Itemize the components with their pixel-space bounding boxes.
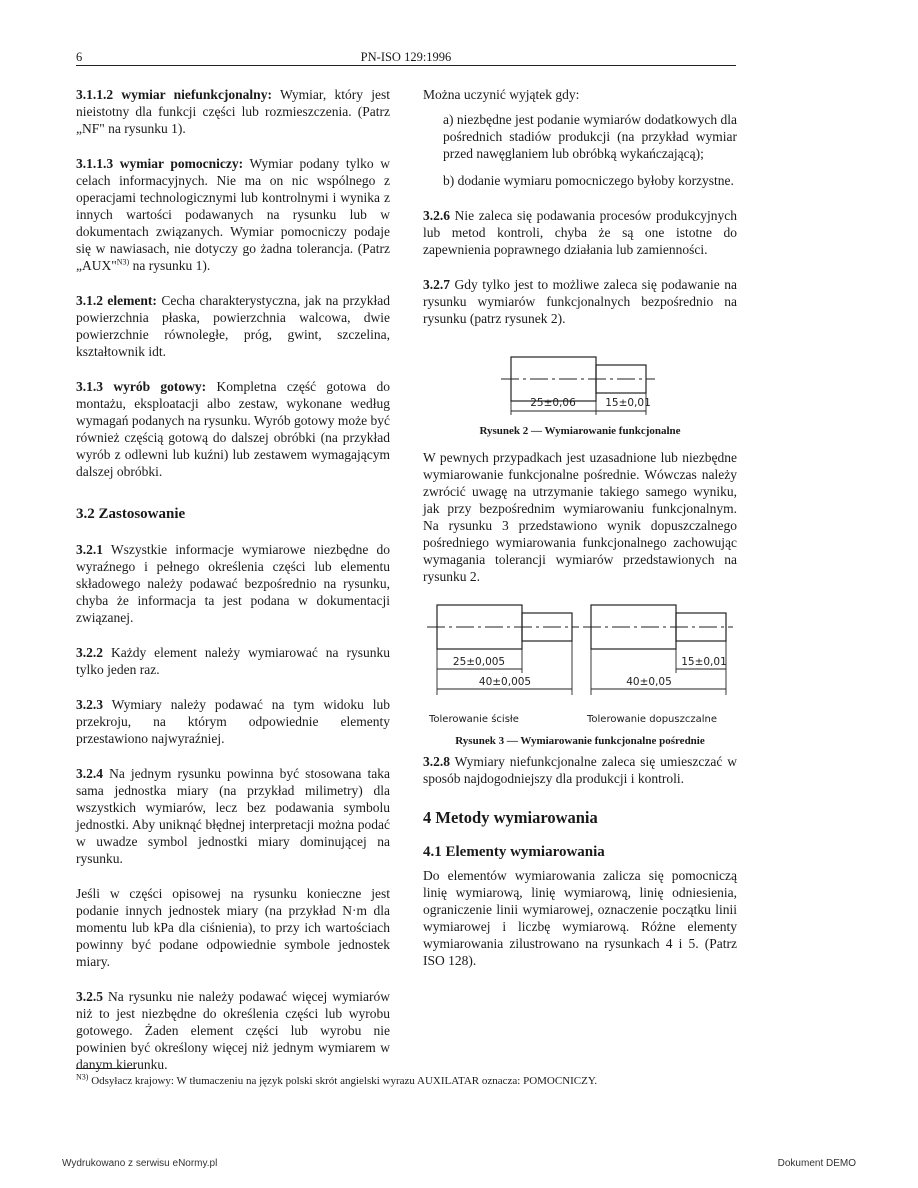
clause-4-1-text: Do elementów wymiarowania zalicza się pomocniczą linię wymiarową, linię wymiarową, linię odniesienia, ograniczenie linii wymiarowej, oznaczenie początku linii wymiarowej i liczbę wymiarową. Różne elementy wymiarowania zilustrowano na rysunkach 4 i 5. (Patrz ISO 128). [423,868,737,968]
page-header [76,50,736,66]
fig3-dim-b2: 40±0,05 [626,676,672,688]
fig3-dim-a2: 40±0,005 [478,676,532,688]
fig2-dim-1: 25±0,06 [530,397,576,409]
figure-3 [423,599,737,747]
right-column [423,86,737,987]
figure-3-caption: Rysunek 3 — Wymiarowanie funkcjonalne pośrednie [455,735,705,747]
page-number: 6 [76,50,83,64]
clause-3-1-1-3: 3.1.1.3 wymiar pomocniczy: Wymiar podany tylko w celach informacyjnych. Nie ma on nic wspólnego z operacjami technologicznymi lub kontrolnymi i wynika z innych wartości podawanych na rysunku lub w dokumentach związanych. Wymiar pomocniczy podaje się w nawiasach, nie dotyczy go żadna tolerancja. (Patrz „AUX"$^{N3)}$ na rysunku 1). [76,156,391,273]
label-strict: Tolerowanie ścisłe [429,714,519,725]
figure-2 [423,345,737,441]
footnote-rule [76,1068,136,1069]
exception-a: a) niezbędne jest podanie wymiarów dodatkowych dla pośrednich stadiów produkcji (na przykład wymiar przed nawęglaniem lub obróbką wykańczającą); [443,112,737,161]
clause-3-2-7: 3.2.7 Gdy tylko jest to możliwe zaleca się podawanie na rysunku wymiarów funkcjonalnych bezpośrednio na rysunku (patrz rysunek 2). [423,277,737,326]
header-rule [76,65,736,66]
clause-3-1-1-2: 3.1.1.2 wymiar niefunkcjonalny: Wymiar, który jest nieistotny dla funkcji części lub rozmieszczenia. (Patrz „NF" na rysunku 1). [76,87,391,136]
fig3-dim-b1: 15±0,01 [681,656,727,668]
clause-3-2-4-cont: Jeśli w części opisowej na rysunku konieczne jest podanie innych jednostek miary (na przykład N·m dla momentu lub kPa dla ciśnienia), to przy ich wartościach powinny być podane odpowiednie symbole jednostek miary. [76,886,390,969]
footer-demo: Dokument DEMO [777,1158,856,1169]
clause-3-2-5: 3.2.5 Na rysunku nie należy podawać więcej wymiarów niż to jest niezbędne do określenia części lub wyrobu gotowego. Żaden element części lub wyrobu nie powinien być określony więcej niż jednym wymiarem w danym kierunku. [76,989,390,1072]
fig2-dim-2: 15±0,01 [605,397,651,409]
exception-intro: Można uczynić wyjątek gdy: [423,87,580,102]
standard-id: PN-ISO 129:1996 [360,50,452,64]
section-heading-3-2: 3.2 Zastosowanie [76,506,186,522]
figure-3-drawing [423,599,737,699]
section-heading-4: 4 Metody wymiarowania [423,808,598,827]
label-permissible: Tolerowanie dopuszczalne [587,714,717,725]
clause-3-2-4: 3.2.4 Na jednym rysunku powinna być stosowana taka sama jednostka miary (na przykład milimetry) dla wszystkich wymiarów, lecz bez podawania symbolu jednostki. Aby uniknąć błędnej interpretacji można podać w uwadze symbol jednostki miary dominującej na rysunku. [76,766,390,866]
exception-b: b) dodanie wymiaru pomocniczego byłoby korzystne. [443,173,734,188]
clause-3-1-3: 3.1.3 wyrób gotowy: Kompletna część gotowa do montażu, eksploatacji albo zestaw, wykonane według wymagań podanych na rysunku. Wyrób gotowy może być również częścią gotową do dalszej obróbki (na przykład wyrób z odlewni lub kuźni) lub zestawem wymagającym dalszej obróbki. [76,379,391,479]
clause-3-2-8: 3.2.8 Wymiary niefunkcjonalne zaleca się umieszczać w sposób najdogodniejszy dla produkcji i kontroli. [423,754,737,786]
clause-3-2-3: 3.2.3 Wymiary należy podawać na tym widoku lub przekroju, na którym odpowiednie elementy przestawiono najwyraźniej. [76,697,390,746]
figure-3-labels [423,711,737,727]
left-column [76,86,390,1091]
clause-3-1-2: 3.1.2 element: Cecha charakterystyczna, jak na przykład powierzchnia płaska, powierzchnia walcowa, dwie powierzchnie równoległe, próg, gwint, szczelina, kształtownik idt. [76,293,390,359]
footer-source: Wydrukowano z serwisu eNormy.pl [62,1158,218,1169]
section-heading-4-1: 4.1 Elementy wymiarowania [423,844,605,860]
clause-3-2-2: 3.2.2 Każdy element należy wymiarować na rysunku tylko jeden raz. [76,645,390,677]
fig3-dim-a1: 25±0,005 [452,656,506,668]
figure-2-drawing [423,345,737,419]
footnote-ref: N3) [116,257,130,267]
footnote: $^{N3)}$ Odsyłacz krajowy: W tłumaczeniu na język polski skrót angielski wyrazu AUXILATAR oznacza: POMOCNICZY. [76,1072,598,1087]
clause-3-2-1: 3.2.1 Wszystkie informacje wymiarowe niezbędne do wyraźnego i pełnego określenia części lub elementu składowego należy podawać bezpośrednio na rysunku, chyba że informacja ta jest podana w dokumentacji związanej. [76,542,390,625]
figure-2-caption: Rysunek 2 — Wymiarowanie funkcjonalne [479,425,681,437]
indirect-dimensioning-text: W pewnych przypadkach jest uzasadnione lub niezbędne wymiarowanie funkcjonalne pośrednie. Wówczas należy zwrócić uwagę na utrzymanie takiego samego wyniku, jak przy bezpośrednim wymiarowaniu funkcjonalnym. Na rysunku 3 przedstawiono wynik dopuszczalnego pośredniego wymiarowania funkcjonalnego zachowując wymagania tolerancji wymiarów przedstawionych na rysunku 2. [423,450,737,584]
clause-3-2-6: 3.2.6 Nie zaleca się podawania procesów produkcyjnych lub metod kontroli, chyba że są one istotne do zapewnienia poprawnego działania lub zamienności. [423,208,737,257]
